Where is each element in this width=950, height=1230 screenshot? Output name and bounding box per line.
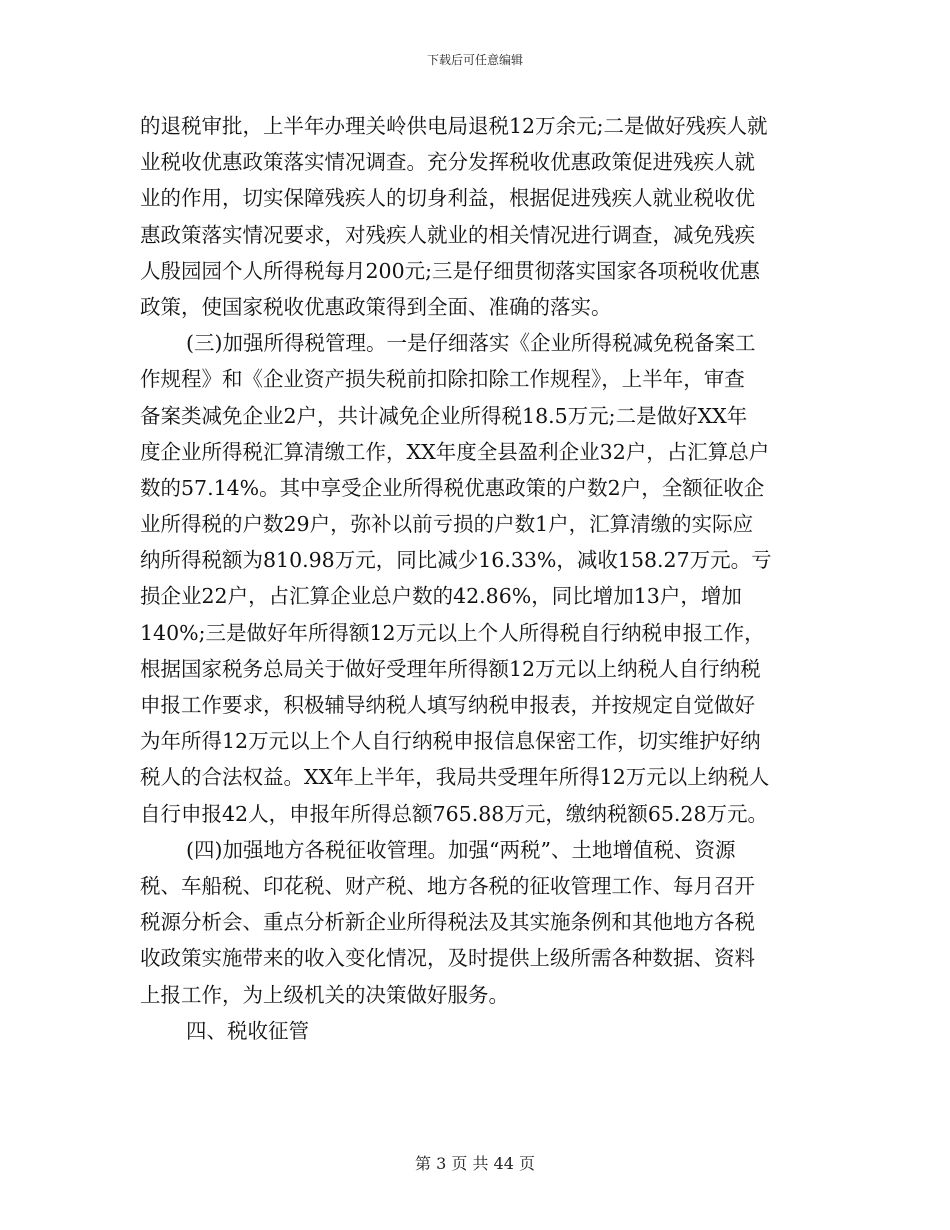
- page-number: 第 3 页 共 44 页: [415, 1154, 535, 1173]
- paragraph-line: 根据国家税务总局关于做好受理年所得额12万元以上纳税人自行纳税: [140, 656, 761, 681]
- paragraph-line: 税、车船税、印花税、财产税、地方各税的征收管理工作、每月召开: [140, 873, 755, 898]
- paragraph-line: 备案类减免企业2户，共计减免企业所得税18.5万元;二是做好XX年: [140, 403, 748, 428]
- paragraph-line: 惠政策落实情况要求，对残疾人就业的相关情况进行调查，减免残疾: [140, 222, 755, 247]
- paragraph-line: 税人的合法权益。XX年上半年，我局共受理年所得12万元以上纳税人: [140, 765, 770, 790]
- paragraph-line: 业的作用，切实保障残疾人的切身利益，根据促进残疾人就业税收优: [140, 186, 755, 211]
- section-heading: 四、税收征管: [186, 1018, 309, 1043]
- paragraph-line: 业税收优惠政策落实情况调查。充分发挥税收优惠政策促进残疾人就: [140, 150, 755, 175]
- paragraph-line: 140%;三是做好年所得额12万元以上个人所得税自行纳税申报工作，: [140, 620, 765, 645]
- paragraph-line: (三)加强所得税管理。一是仔细落实《企业所得税减免税备案工: [186, 331, 756, 356]
- paragraph-line: 收政策实施带来的收入变化情况，及时提供上级所需各种数据、资料: [140, 946, 755, 971]
- paragraph-line: 损企业22户，占汇算企业总户数的42.86%，同比增加13户，增加: [140, 584, 742, 609]
- document-body: [140, 108, 812, 1049]
- paragraph-line: 申报工作要求，积极辅导纳税人填写纳税申报表，并按规定自觉做好: [140, 693, 755, 717]
- paragraph-line: 政策，使国家税收优惠政策得到全面、准确的落实。: [140, 294, 612, 319]
- paragraph-line: 业所得税的户数29户，弥补以前亏损的户数1户，汇算清缴的实际应: [140, 512, 754, 537]
- paragraph-line: 税源分析会、重点分析新企业所得税法及其实施条例和其他地方各税: [140, 910, 755, 935]
- paragraph-line: 自行申报42人，申报年所得总额765.88万元，缴纳税额65.28万元。: [140, 801, 769, 826]
- paragraph-line: 上报工作，为上级机关的决策做好服务。: [140, 982, 509, 1007]
- page-header-note: 下载后可任意编辑: [426, 53, 523, 67]
- paragraph-line: 为年所得12万元以上个人自行纳税申报信息保密工作，切实维护好纳: [140, 729, 761, 754]
- paragraph-line: 纳所得税额为810.98万元，同比减少16.33%，减收158.27万元。亏: [140, 548, 772, 573]
- paragraph-line: 数的57.14%。其中享受企业所得税优惠政策的户数2户，全额征收企: [140, 475, 765, 500]
- paragraph-line: 度企业所得税汇算清缴工作，XX年度全县盈利企业32户，占汇算总户: [140, 439, 770, 464]
- paragraph-line: (四)加强地方各税征收管理。加强“两税”、土地增值税、资源: [186, 837, 736, 862]
- paragraph-line: 人殷园园个人所得税每月200元;三是仔细贯彻落实国家各项税收优惠: [140, 258, 761, 283]
- paragraph-line: 作规程》和《企业资产损失税前扣除扣除工作规程》，上半年，审查: [140, 367, 745, 392]
- paragraph-line: 的退税审批，上半年办理关岭供电局退税12万余元;二是做好残疾人就: [140, 114, 768, 138]
